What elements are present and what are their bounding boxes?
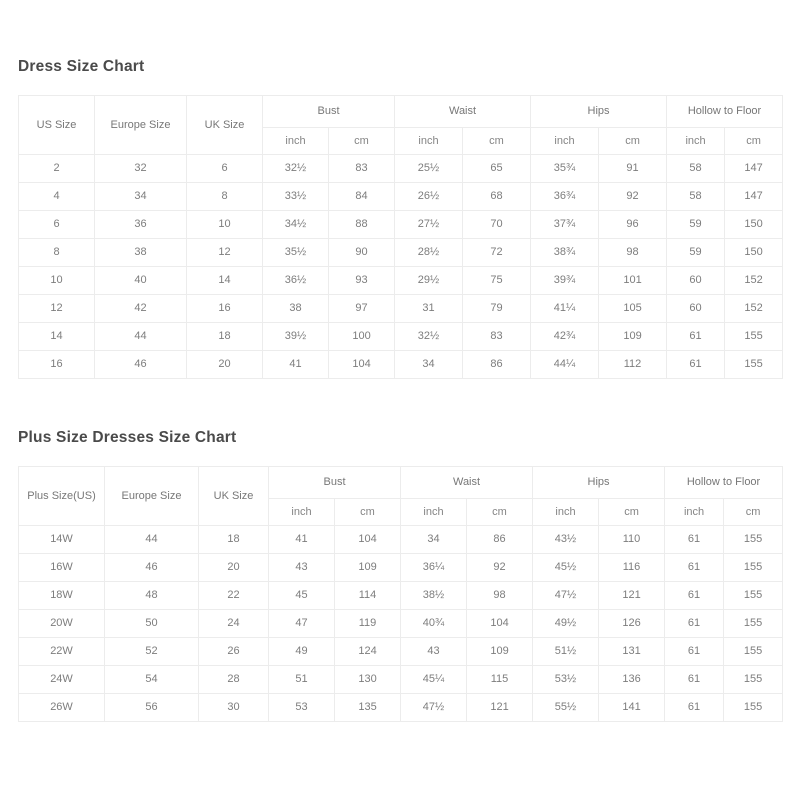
cell: 25½ (395, 155, 463, 183)
cell: 44 (95, 323, 187, 351)
unit-bust-cm: cm (329, 128, 395, 155)
cell: 42¾ (531, 323, 599, 351)
cell: 36½ (263, 267, 329, 295)
table-row (19, 610, 783, 638)
column-header-uk-size: UK Size (199, 467, 269, 526)
unit-waist-cm: cm (467, 499, 533, 526)
cell: 34 (95, 183, 187, 211)
cell: 155 (724, 610, 783, 638)
cell: 83 (329, 155, 395, 183)
column-header-plus-size-us: Plus Size(US) (19, 467, 105, 526)
cell: 59 (667, 211, 725, 239)
cell: 12 (19, 295, 95, 323)
cell: 75 (463, 267, 531, 295)
cell: 28½ (395, 239, 463, 267)
table-header-row (19, 96, 783, 128)
cell: 32½ (263, 155, 329, 183)
cell: 90 (329, 239, 395, 267)
unit-hips-inch: inch (531, 128, 599, 155)
column-header-uk-size: UK Size (187, 96, 263, 155)
cell: 2 (19, 155, 95, 183)
page-title-dress-size-chart: Dress Size Chart (18, 58, 145, 75)
cell: 98 (599, 239, 667, 267)
cell: 61 (665, 526, 724, 554)
cell: 141 (599, 694, 665, 722)
cell: 50 (105, 610, 199, 638)
unit-waist-inch: inch (401, 499, 467, 526)
cell: 32½ (395, 323, 463, 351)
cell: 32 (95, 155, 187, 183)
cell: 18 (187, 323, 263, 351)
table-row (19, 239, 783, 267)
plus-size-chart-table (18, 466, 783, 722)
table-row (19, 582, 783, 610)
cell: 130 (335, 666, 401, 694)
cell: 8 (187, 183, 263, 211)
cell: 58 (667, 155, 725, 183)
cell: 47½ (401, 694, 467, 722)
cell: 43 (401, 638, 467, 666)
cell: 38 (263, 295, 329, 323)
cell: 54 (105, 666, 199, 694)
cell: 6 (19, 211, 95, 239)
unit-waist-cm: cm (463, 128, 531, 155)
cell: 121 (599, 582, 665, 610)
column-header-us-size: US Size (19, 96, 95, 155)
cell: 104 (335, 526, 401, 554)
cell: 55½ (533, 694, 599, 722)
cell: 26 (199, 638, 269, 666)
cell: 61 (665, 610, 724, 638)
cell: 68 (463, 183, 531, 211)
cell: 61 (665, 666, 724, 694)
unit-hollow-inch: inch (665, 499, 724, 526)
cell: 105 (599, 295, 667, 323)
cell: 131 (599, 638, 665, 666)
cell: 46 (105, 554, 199, 582)
cell: 96 (599, 211, 667, 239)
cell: 92 (467, 554, 533, 582)
cell: 155 (724, 526, 783, 554)
column-header-europe-size: Europe Size (95, 96, 187, 155)
table-row (19, 351, 783, 379)
table-row (19, 295, 783, 323)
cell: 51 (269, 666, 335, 694)
column-header-waist: Waist (401, 467, 533, 499)
cell: 8 (19, 239, 95, 267)
cell: 72 (463, 239, 531, 267)
cell: 26½ (395, 183, 463, 211)
cell: 61 (667, 351, 725, 379)
cell: 29½ (395, 267, 463, 295)
cell: 45¼ (401, 666, 467, 694)
cell: 114 (335, 582, 401, 610)
table-row (19, 554, 783, 582)
cell: 61 (665, 694, 724, 722)
cell: 126 (599, 610, 665, 638)
cell: 6 (187, 155, 263, 183)
cell: 155 (725, 351, 783, 379)
cell: 97 (329, 295, 395, 323)
cell: 14W (19, 526, 105, 554)
table-row (19, 267, 783, 295)
cell: 34½ (263, 211, 329, 239)
table-header-row (19, 467, 783, 499)
cell: 39½ (263, 323, 329, 351)
cell: 24W (19, 666, 105, 694)
cell: 20W (19, 610, 105, 638)
unit-bust-inch: inch (263, 128, 329, 155)
cell: 31 (395, 295, 463, 323)
unit-waist-inch: inch (395, 128, 463, 155)
cell: 10 (187, 211, 263, 239)
cell: 36¾ (531, 183, 599, 211)
cell: 38½ (401, 582, 467, 610)
cell: 91 (599, 155, 667, 183)
cell: 16W (19, 554, 105, 582)
cell: 52 (105, 638, 199, 666)
cell: 45 (269, 582, 335, 610)
column-header-hollow-to-floor: Hollow to Floor (667, 96, 783, 128)
column-header-europe-size: Europe Size (105, 467, 199, 526)
cell: 109 (335, 554, 401, 582)
cell: 150 (725, 239, 783, 267)
cell: 79 (463, 295, 531, 323)
cell: 65 (463, 155, 531, 183)
cell: 42 (95, 295, 187, 323)
unit-hollow-inch: inch (667, 128, 725, 155)
cell: 16 (19, 351, 95, 379)
cell: 112 (599, 351, 667, 379)
cell: 35½ (263, 239, 329, 267)
table-row (19, 211, 783, 239)
cell: 41 (269, 526, 335, 554)
cell: 104 (329, 351, 395, 379)
cell: 101 (599, 267, 667, 295)
cell: 14 (187, 267, 263, 295)
cell: 49 (269, 638, 335, 666)
cell: 84 (329, 183, 395, 211)
cell: 10 (19, 267, 95, 295)
cell: 24 (199, 610, 269, 638)
cell: 60 (667, 295, 725, 323)
cell: 58 (667, 183, 725, 211)
column-header-hollow-to-floor: Hollow to Floor (665, 467, 783, 499)
cell: 38¾ (531, 239, 599, 267)
cell: 36¼ (401, 554, 467, 582)
cell: 56 (105, 694, 199, 722)
unit-hollow-cm: cm (724, 499, 783, 526)
cell: 150 (725, 211, 783, 239)
cell: 104 (467, 610, 533, 638)
cell: 34 (401, 526, 467, 554)
cell: 41 (263, 351, 329, 379)
cell: 70 (463, 211, 531, 239)
cell: 36 (95, 211, 187, 239)
cell: 116 (599, 554, 665, 582)
cell: 61 (665, 582, 724, 610)
column-header-bust: Bust (269, 467, 401, 499)
cell: 61 (665, 554, 724, 582)
cell: 110 (599, 526, 665, 554)
cell: 61 (665, 638, 724, 666)
cell: 135 (335, 694, 401, 722)
cell: 37¾ (531, 211, 599, 239)
table-row (19, 638, 783, 666)
column-header-hips: Hips (533, 467, 665, 499)
cell: 86 (467, 526, 533, 554)
cell: 20 (199, 554, 269, 582)
table-row (19, 323, 783, 351)
table-row (19, 694, 783, 722)
cell: 4 (19, 183, 95, 211)
cell: 40¾ (401, 610, 467, 638)
cell: 86 (463, 351, 531, 379)
plus-size-chart-table-wrapper (18, 466, 783, 722)
cell: 93 (329, 267, 395, 295)
cell: 119 (335, 610, 401, 638)
unit-hips-cm: cm (599, 128, 667, 155)
unit-hips-cm: cm (599, 499, 665, 526)
cell: 152 (725, 295, 783, 323)
cell: 152 (725, 267, 783, 295)
cell: 155 (724, 554, 783, 582)
dress-size-chart-table (18, 95, 783, 379)
cell: 155 (724, 638, 783, 666)
cell: 115 (467, 666, 533, 694)
cell: 16 (187, 295, 263, 323)
cell: 100 (329, 323, 395, 351)
cell: 45½ (533, 554, 599, 582)
cell: 47½ (533, 582, 599, 610)
cell: 155 (724, 694, 783, 722)
cell: 35¾ (531, 155, 599, 183)
cell: 61 (667, 323, 725, 351)
cell: 14 (19, 323, 95, 351)
dress-size-chart-table-wrapper (18, 95, 783, 379)
cell: 60 (667, 267, 725, 295)
cell: 28 (199, 666, 269, 694)
cell: 43½ (533, 526, 599, 554)
cell: 38 (95, 239, 187, 267)
unit-hips-inch: inch (533, 499, 599, 526)
cell: 12 (187, 239, 263, 267)
cell: 40 (95, 267, 187, 295)
cell: 18W (19, 582, 105, 610)
cell: 92 (599, 183, 667, 211)
cell: 121 (467, 694, 533, 722)
cell: 53½ (533, 666, 599, 694)
cell: 59 (667, 239, 725, 267)
cell: 48 (105, 582, 199, 610)
cell: 44 (105, 526, 199, 554)
cell: 27½ (395, 211, 463, 239)
cell: 47 (269, 610, 335, 638)
cell: 147 (725, 183, 783, 211)
cell: 98 (467, 582, 533, 610)
cell: 51½ (533, 638, 599, 666)
cell: 44¼ (531, 351, 599, 379)
cell: 43 (269, 554, 335, 582)
page-title-plus-size-dresses-size-chart: Plus Size Dresses Size Chart (18, 429, 237, 446)
cell: 34 (395, 351, 463, 379)
cell: 136 (599, 666, 665, 694)
unit-bust-cm: cm (335, 499, 401, 526)
cell: 41¼ (531, 295, 599, 323)
cell: 49½ (533, 610, 599, 638)
cell: 20 (187, 351, 263, 379)
column-header-bust: Bust (263, 96, 395, 128)
table-row (19, 666, 783, 694)
cell: 83 (463, 323, 531, 351)
cell: 155 (724, 666, 783, 694)
cell: 46 (95, 351, 187, 379)
column-header-waist: Waist (395, 96, 531, 128)
cell: 18 (199, 526, 269, 554)
cell: 39¾ (531, 267, 599, 295)
cell: 109 (467, 638, 533, 666)
cell: 30 (199, 694, 269, 722)
cell: 155 (725, 323, 783, 351)
cell: 88 (329, 211, 395, 239)
table-row (19, 155, 783, 183)
cell: 26W (19, 694, 105, 722)
cell: 22W (19, 638, 105, 666)
table-row (19, 526, 783, 554)
cell: 124 (335, 638, 401, 666)
cell: 53 (269, 694, 335, 722)
cell: 147 (725, 155, 783, 183)
unit-bust-inch: inch (269, 499, 335, 526)
unit-hollow-cm: cm (725, 128, 783, 155)
column-header-hips: Hips (531, 96, 667, 128)
cell: 22 (199, 582, 269, 610)
cell: 155 (724, 582, 783, 610)
cell: 109 (599, 323, 667, 351)
cell: 33½ (263, 183, 329, 211)
table-row (19, 183, 783, 211)
